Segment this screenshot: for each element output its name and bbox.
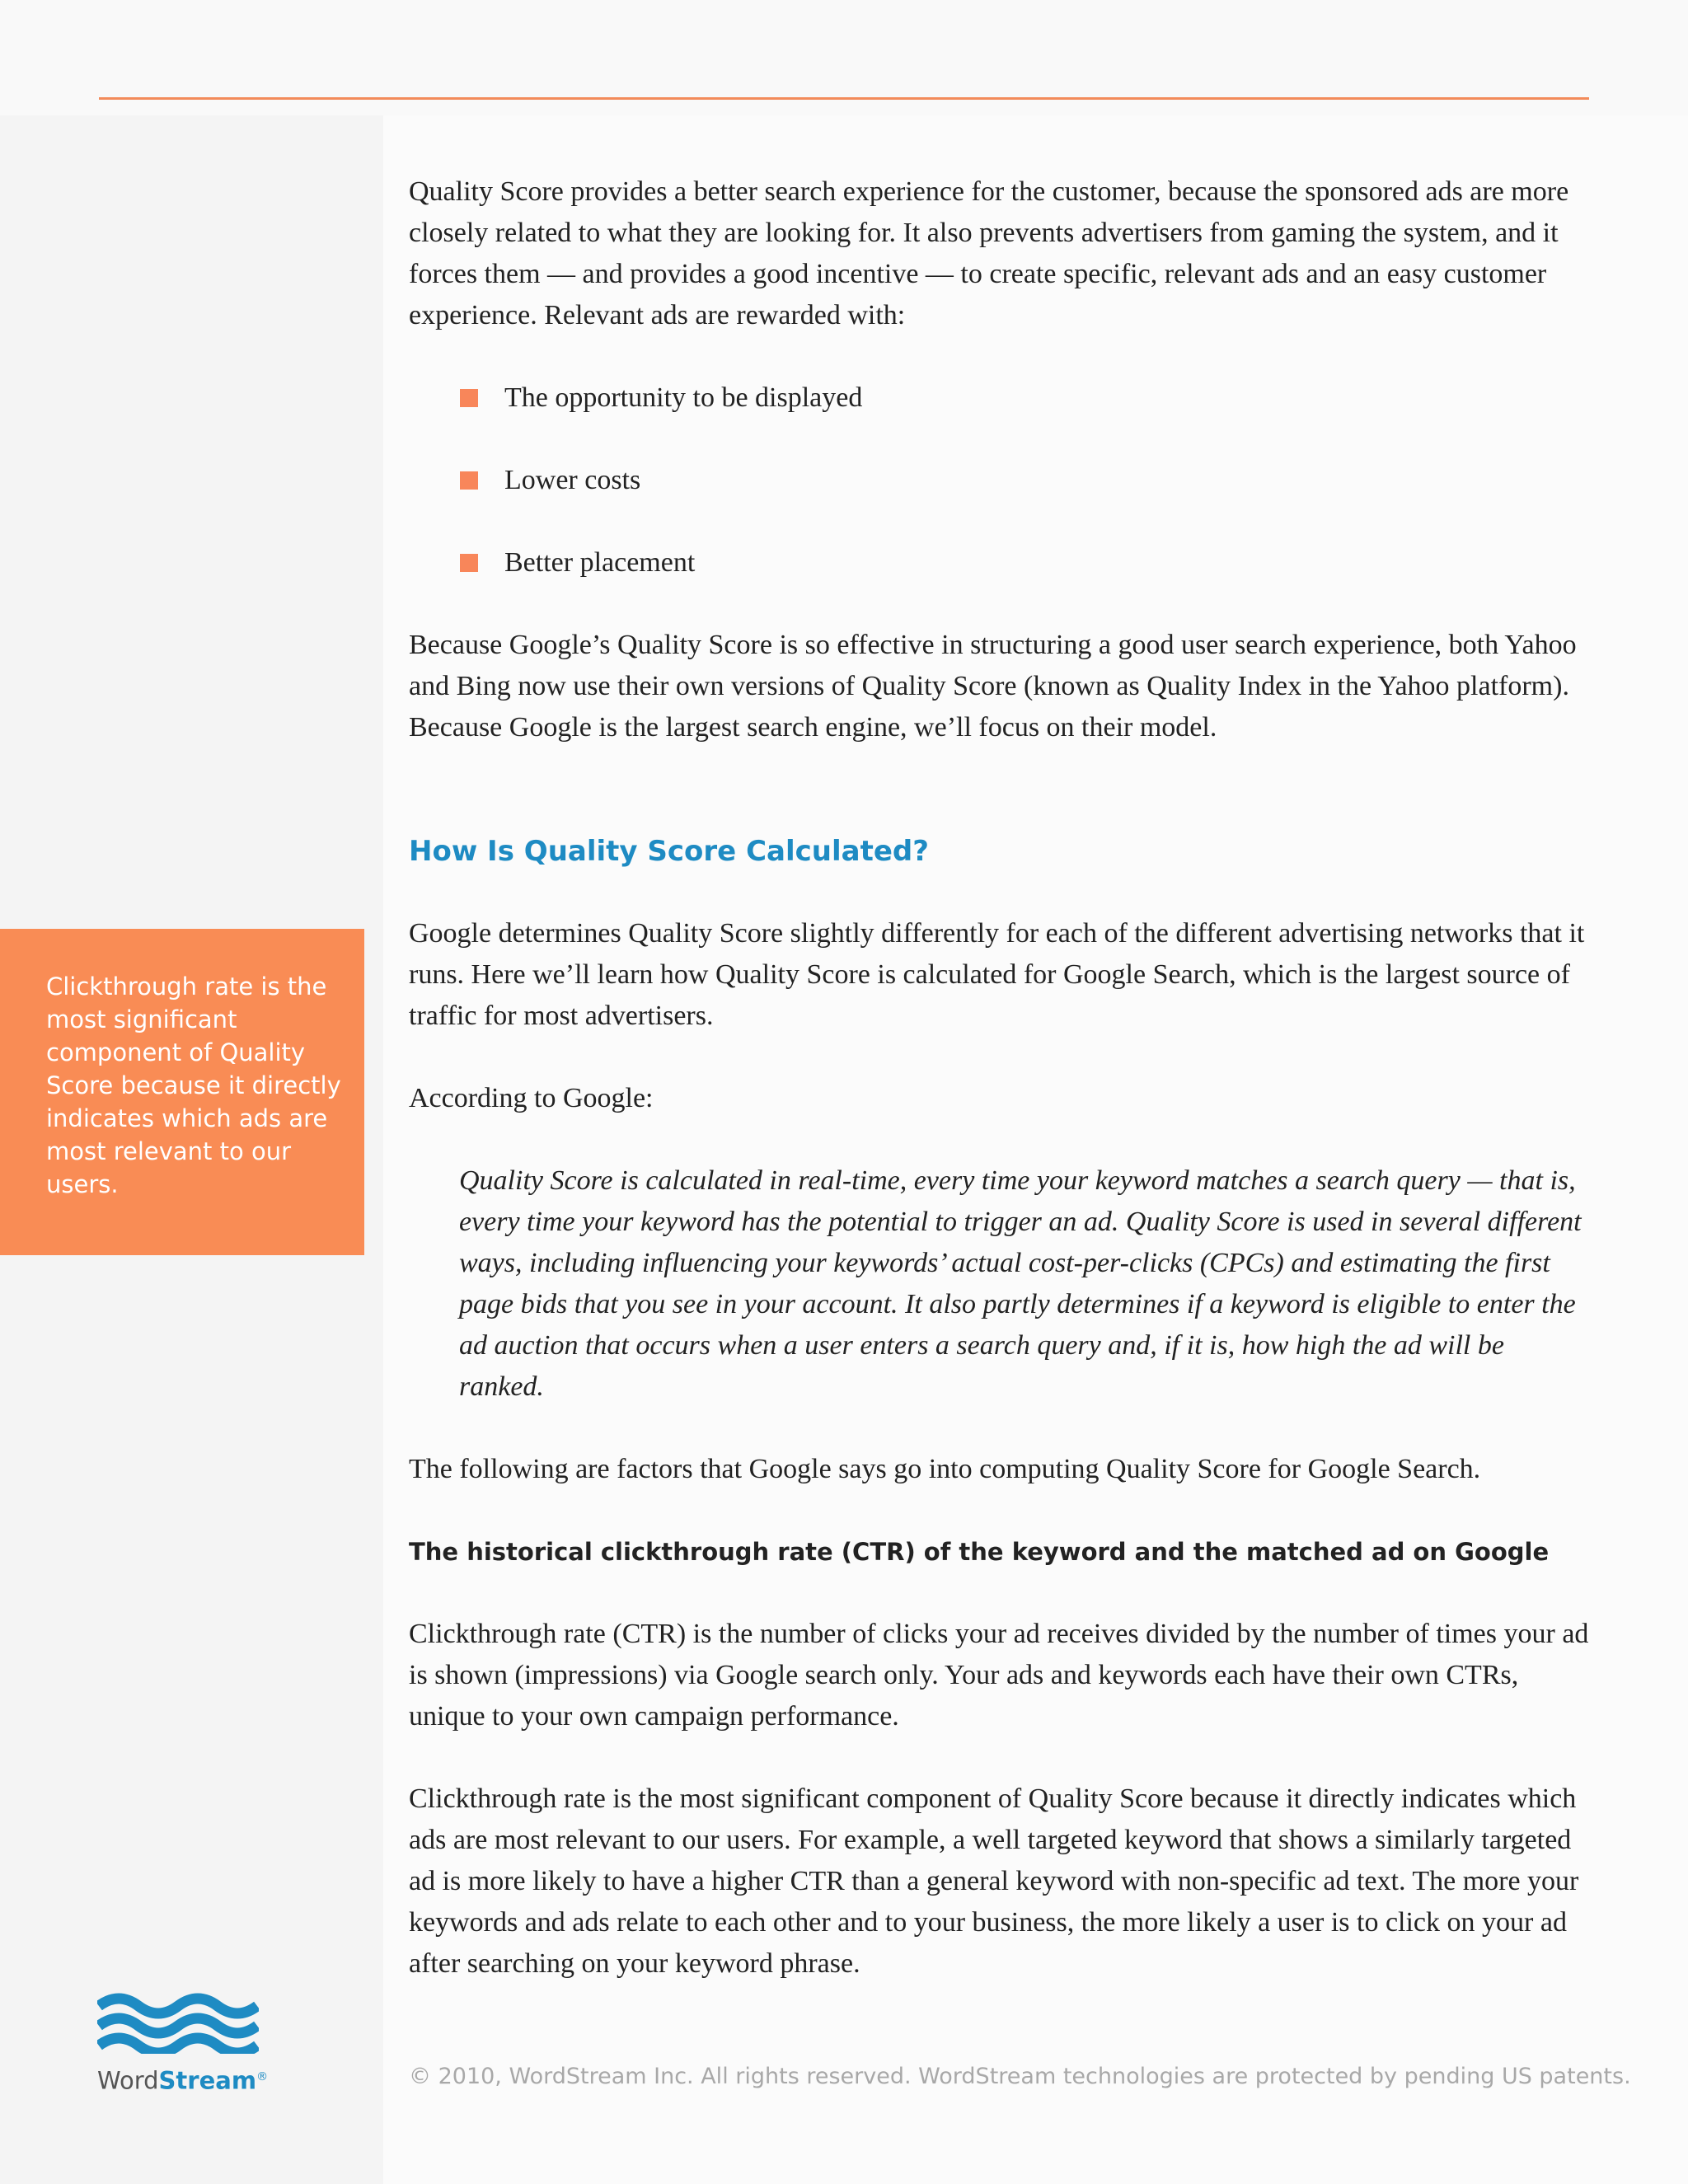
list-item (460, 377, 1596, 419)
section-paragraph-2: According to Google: (409, 1083, 654, 1113)
list-item-text: Lower costs (504, 465, 641, 495)
wordstream-logo (97, 1993, 287, 2095)
ctr-subheading: The historical clickthrough rate (CTR) of the keyword and the matched ad on Google (409, 1538, 1550, 1566)
followup-paragraph: Because Google’s Quality Score is so effective in structuring a good user search experience, both Yahoo and Bing now use their own versions of Quality Score (known as Quality Index in the Yahoo platform). Because Google is the largest search engine, we’ll focus on their model. (409, 630, 1577, 743)
logo-word-1: Word (97, 2066, 159, 2095)
section-paragraph-3: The following are factors that Google says go into computing Quality Score for Google Search. (409, 1454, 1481, 1484)
copyright-footer: © 2010, WordStream Inc. All rights reserved. WordStream technologies are protected by pending US patents. (409, 2064, 1631, 2089)
google-quote: Quality Score is calculated in real-time, every time your keyword matches a search query — that is, every time your keyword has the potential to trigger an ad. Quality Score is used in several different ways, including influencing your keywords’ actual cost-per-clicks (CPCs) and estimating the first page bids that you see in your account. It also partly determines if a keyword is eligible to enter the ad auction that occurs when a user enters a search query and, if it is, how high the ad will be ranked. (459, 1165, 1582, 1402)
wave-logo-icon (97, 1993, 259, 2054)
callout-text: Clickthrough rate is the most significant component of Quality Score because it directly indicates which ads are most relevant to our users. (46, 972, 341, 1198)
page-content (409, 171, 1596, 2026)
square-bullet-icon (460, 389, 478, 407)
section-paragraph-5: Clickthrough rate is the most significant component of Quality Score because it directly indicates which ads are most relevant to our users. For example, a well targeted keyword that shows a similarly targeted ad is more likely to have a higher CTR than a general keyword with non-specific ad text. The more your keywords and ads relate to each other and to your business, the more likely a user is to click on your ad after searching on your keyword phrase. (409, 1783, 1579, 1979)
intro-paragraph: Quality Score provides a better search experience for the customer, because the sponsored ads are more closely related to what they are looking for. It also prevents advertisers from gaming the system, and it forces them — and provides a good incentive — to create specific, relevant ads and an easy customer experience. Relevant ads are rewarded with: (409, 176, 1569, 330)
section-heading: How Is Quality Score Calculated? (409, 835, 929, 868)
list-item (460, 542, 1596, 583)
benefits-list (409, 377, 1596, 583)
top-divider (99, 97, 1589, 100)
square-bullet-icon (460, 471, 478, 490)
logo-word-2: Stream (158, 2066, 257, 2095)
section-paragraph-1: Google determines Quality Score slightly differently for each of the different advertising networks that it runs. Here we’ll learn how Quality Score is calculated for Google Search, which is the largest source of traffic for most advertisers. (409, 918, 1585, 1031)
section-paragraph-4: Clickthrough rate (CTR) is the number of clicks your ad receives divided by the number of times your ad is shown (impressions) via Google search only. Your ads and keywords each have their own CTRs, unique to your own campaign performance. (409, 1619, 1589, 1732)
registered-mark: ® (256, 2070, 269, 2083)
list-item (460, 460, 1596, 501)
logo-wordmark (97, 2062, 268, 2096)
list-item-text: Better placement (504, 547, 696, 578)
pull-quote-callout (0, 929, 364, 1255)
square-bullet-icon (460, 554, 478, 572)
list-item-text: The opportunity to be displayed (504, 382, 863, 413)
